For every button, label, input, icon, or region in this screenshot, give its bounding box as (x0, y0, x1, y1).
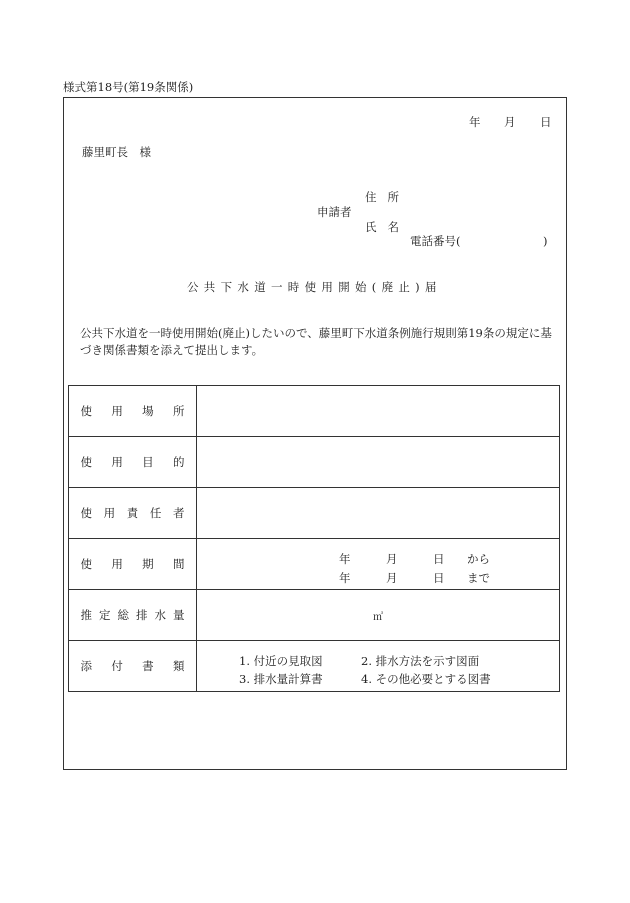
responsible-value-cell (197, 488, 560, 539)
phone-number-label: 電話番号( (410, 234, 461, 248)
attachment-item: 2. 排水方法を示す図面 (361, 654, 480, 668)
detail-table (68, 385, 560, 692)
attachments-value-cell (197, 641, 560, 692)
period-value-cell (197, 539, 560, 590)
period-to-suffix: まで (467, 571, 490, 585)
location-value-cell (197, 386, 560, 437)
table-row (69, 641, 560, 692)
date-day: 日 (540, 115, 552, 129)
location-label-cell (69, 386, 197, 437)
period-from-month: 月 (386, 552, 398, 566)
table-row (69, 437, 560, 488)
cubic-meter-unit: ㎥ (373, 612, 383, 623)
period-to-month: 月 (386, 571, 398, 585)
period-label-cell (69, 539, 197, 590)
purpose-value-cell (197, 437, 560, 488)
responsible-label-cell (69, 488, 197, 539)
volume-label-cell (69, 590, 197, 641)
location-label: 使用場所 (80, 404, 185, 418)
form-number-label: 様式第18号(第19条関係) (63, 80, 194, 94)
purpose-label-cell (69, 437, 197, 488)
phone-number-close: ) (543, 234, 548, 248)
period-to-year: 年 (339, 571, 351, 585)
period-from-year: 年 (339, 552, 351, 566)
period-from-suffix: から (467, 552, 490, 566)
table-row (69, 488, 560, 539)
attachments-label-cell (69, 641, 197, 692)
date-month: 月 (504, 115, 516, 129)
attachment-item: 4. その他必要とする図書 (361, 672, 491, 686)
attachment-item: 1. 付近の見取図 (239, 654, 323, 668)
declaration-text: 公共下水道を一時使用開始(廃止)したいので、藤里町下水道条例施行規則第19条の規定に基づき関係書類を添えて提出します。 (80, 326, 552, 357)
attachment-item: 3. 排水量計算書 (239, 672, 323, 686)
table-row (69, 590, 560, 641)
table-row (69, 386, 560, 437)
addressee: 藤里町長 様 (82, 145, 151, 159)
volume-value-cell (197, 590, 560, 641)
period-to-day: 日 (433, 571, 445, 585)
attachments-label: 添付書類 (80, 659, 185, 673)
period-from-day: 日 (433, 552, 445, 566)
volume-label: 推定総排水量 (80, 608, 185, 622)
applicant-label: 申請者 (317, 205, 352, 219)
period-label: 使用期間 (80, 557, 185, 571)
purpose-label: 使用目的 (80, 455, 185, 469)
document-title: 公共下水道一時使用開始(廃止)届 (187, 280, 442, 294)
table-row (69, 539, 560, 590)
responsible-label: 使用責任者 (80, 506, 185, 520)
applicant-name-label: 氏名 (365, 220, 410, 234)
date-year: 年 (469, 115, 481, 129)
applicant-address-label: 住所 (365, 190, 410, 204)
